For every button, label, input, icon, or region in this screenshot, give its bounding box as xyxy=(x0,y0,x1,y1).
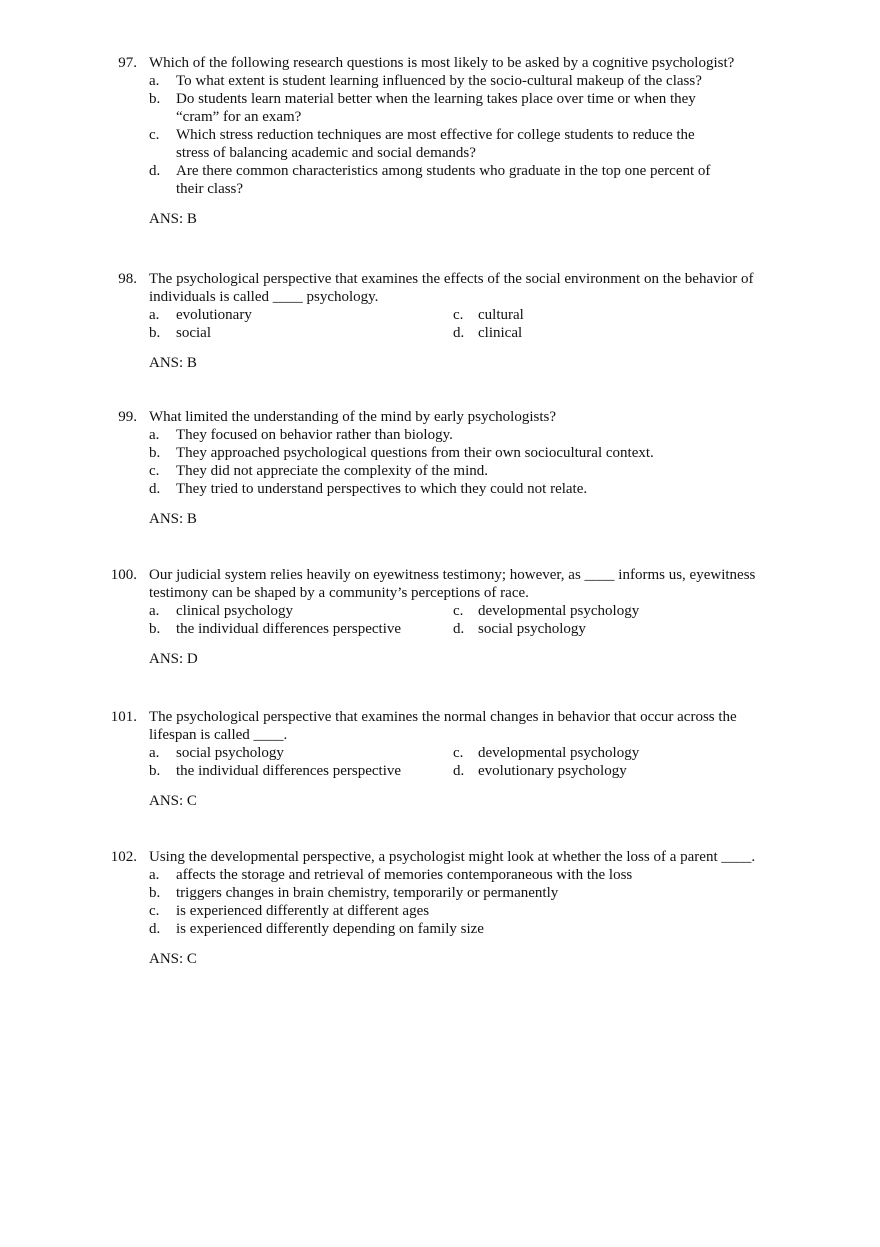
option-letter: d. xyxy=(149,481,161,497)
option-text: clinical psychology xyxy=(176,603,294,619)
option-text: Are there common characteristics among students who graduate in the top one percent of xyxy=(176,163,711,179)
option-d xyxy=(0,162,880,180)
option-letter: c. xyxy=(149,903,160,919)
answer-text: ANS: B xyxy=(149,511,197,527)
option-row-2 xyxy=(0,762,880,780)
option-letter: d. xyxy=(453,621,465,637)
option-d xyxy=(0,480,880,498)
option-letter: c. xyxy=(453,307,464,323)
option-letter: b. xyxy=(149,445,161,461)
option-letter: a. xyxy=(149,307,160,323)
option-letter: a. xyxy=(149,867,160,883)
answer-line xyxy=(0,650,880,668)
question-text: Using the developmental perspective, a psychologist might look at whether the loss of a parent ____. xyxy=(149,849,756,865)
question-text: The psychological perspective that examines the normal changes in behavior that occur across the xyxy=(149,709,737,725)
option-text: To what extent is student learning influenced by the socio-cultural makeup of the class? xyxy=(176,73,702,89)
answer-text: ANS: D xyxy=(149,651,198,667)
option-c-continued xyxy=(0,144,880,162)
option-text: social psychology xyxy=(478,621,586,637)
question-text-continued: lifespan is called ____. xyxy=(149,727,288,743)
option-text: clinical xyxy=(478,325,523,341)
option-text: “cram” for an exam? xyxy=(176,109,302,125)
question-text: Which of the following research questions is most likely to be asked by a cognitive psychologist? xyxy=(149,55,735,71)
option-text: stress of balancing academic and social demands? xyxy=(176,145,476,161)
option-a xyxy=(0,426,880,444)
question-text-continued: testimony can be shaped by a community’s perceptions of race. xyxy=(149,585,529,601)
option-text: the individual differences perspective xyxy=(176,763,402,779)
option-text: They approached psychological questions from their own sociocultural context. xyxy=(176,445,654,461)
answer-line xyxy=(0,792,880,810)
option-letter: a. xyxy=(149,745,160,761)
option-text: developmental psychology xyxy=(478,603,640,619)
option-letter: c. xyxy=(453,745,464,761)
option-text: They tried to understand perspectives to which they could not relate. xyxy=(176,481,588,497)
option-text: evolutionary psychology xyxy=(478,763,627,779)
option-letter: b. xyxy=(149,621,161,637)
option-text: the individual differences perspective xyxy=(176,621,402,637)
option-c xyxy=(0,126,880,144)
option-row-1 xyxy=(0,306,880,324)
option-letter: a. xyxy=(149,427,160,443)
option-row-1 xyxy=(0,744,880,762)
option-row-2 xyxy=(0,324,880,342)
option-d-continued xyxy=(0,180,880,198)
answer-line xyxy=(0,354,880,372)
answer-text: ANS: C xyxy=(149,793,197,809)
option-letter: a. xyxy=(149,73,160,89)
answer-line xyxy=(0,210,880,228)
option-text: cultural xyxy=(478,307,524,323)
question-text-continued: individuals is called ____ psychology. xyxy=(149,289,379,305)
option-text: developmental psychology xyxy=(478,745,640,761)
option-text: evolutionary xyxy=(176,307,252,323)
question-99 xyxy=(0,408,880,528)
answer-line xyxy=(0,510,880,528)
option-a xyxy=(0,72,880,90)
option-letter: c. xyxy=(453,603,464,619)
option-c xyxy=(0,902,880,920)
option-letter: c. xyxy=(149,463,160,479)
option-a xyxy=(0,866,880,884)
option-text: affects the storage and retrieval of memories contemporaneous with the loss xyxy=(176,867,633,883)
option-b xyxy=(0,444,880,462)
question-number: 102. xyxy=(110,849,137,865)
question-101 xyxy=(0,708,880,810)
question-102 xyxy=(0,848,880,968)
option-text: their class? xyxy=(176,181,244,197)
question-number: 97. xyxy=(118,55,137,71)
option-text: They did not appreciate the complexity of the mind. xyxy=(176,463,488,479)
question-number: 101. xyxy=(110,709,137,725)
question-number: 99. xyxy=(118,409,137,425)
answer-line xyxy=(0,950,880,968)
option-letter: b. xyxy=(149,325,161,341)
option-letter: d. xyxy=(453,763,465,779)
option-letter: b. xyxy=(149,763,161,779)
option-text: is experienced differently depending on family size xyxy=(176,921,484,937)
question-number: 98. xyxy=(118,271,137,287)
option-text: triggers changes in brain chemistry, temporarily or permanently xyxy=(176,885,559,901)
option-letter: b. xyxy=(149,885,161,901)
option-text: is experienced differently at different ages xyxy=(176,903,430,919)
option-d xyxy=(0,920,880,938)
question-98 xyxy=(0,270,880,372)
question-number: 100. xyxy=(110,567,137,583)
option-letter: a. xyxy=(149,603,160,619)
option-c xyxy=(0,462,880,480)
option-letter: d. xyxy=(149,921,161,937)
question-text: Our judicial system relies heavily on eyewitness testimony; however, as ____ informs us, eyewitness xyxy=(149,567,756,583)
option-letter: c. xyxy=(149,127,160,143)
option-row-2 xyxy=(0,620,880,638)
answer-text: ANS: B xyxy=(149,355,197,371)
answer-text: ANS: C xyxy=(149,951,197,967)
option-text: social psychology xyxy=(176,745,284,761)
question-text: What limited the understanding of the mind by early psychologists? xyxy=(149,409,556,425)
option-letter: b. xyxy=(149,91,161,107)
option-b xyxy=(0,90,880,108)
option-text: They focused on behavior rather than biology. xyxy=(176,427,453,443)
question-100 xyxy=(0,566,880,668)
option-row-1 xyxy=(0,602,880,620)
option-text: social xyxy=(176,325,211,341)
option-b-continued xyxy=(0,108,880,126)
question-97 xyxy=(0,54,880,228)
question-text: The psychological perspective that examines the effects of the social environment on the behavior of xyxy=(149,271,754,287)
option-letter: d. xyxy=(453,325,465,341)
option-b xyxy=(0,884,880,902)
option-text: Which stress reduction techniques are most effective for college students to reduce the xyxy=(176,127,695,143)
option-text: Do students learn material better when the learning takes place over time or when they xyxy=(176,91,696,107)
option-letter: d. xyxy=(149,163,161,179)
answer-text: ANS: B xyxy=(149,211,197,227)
